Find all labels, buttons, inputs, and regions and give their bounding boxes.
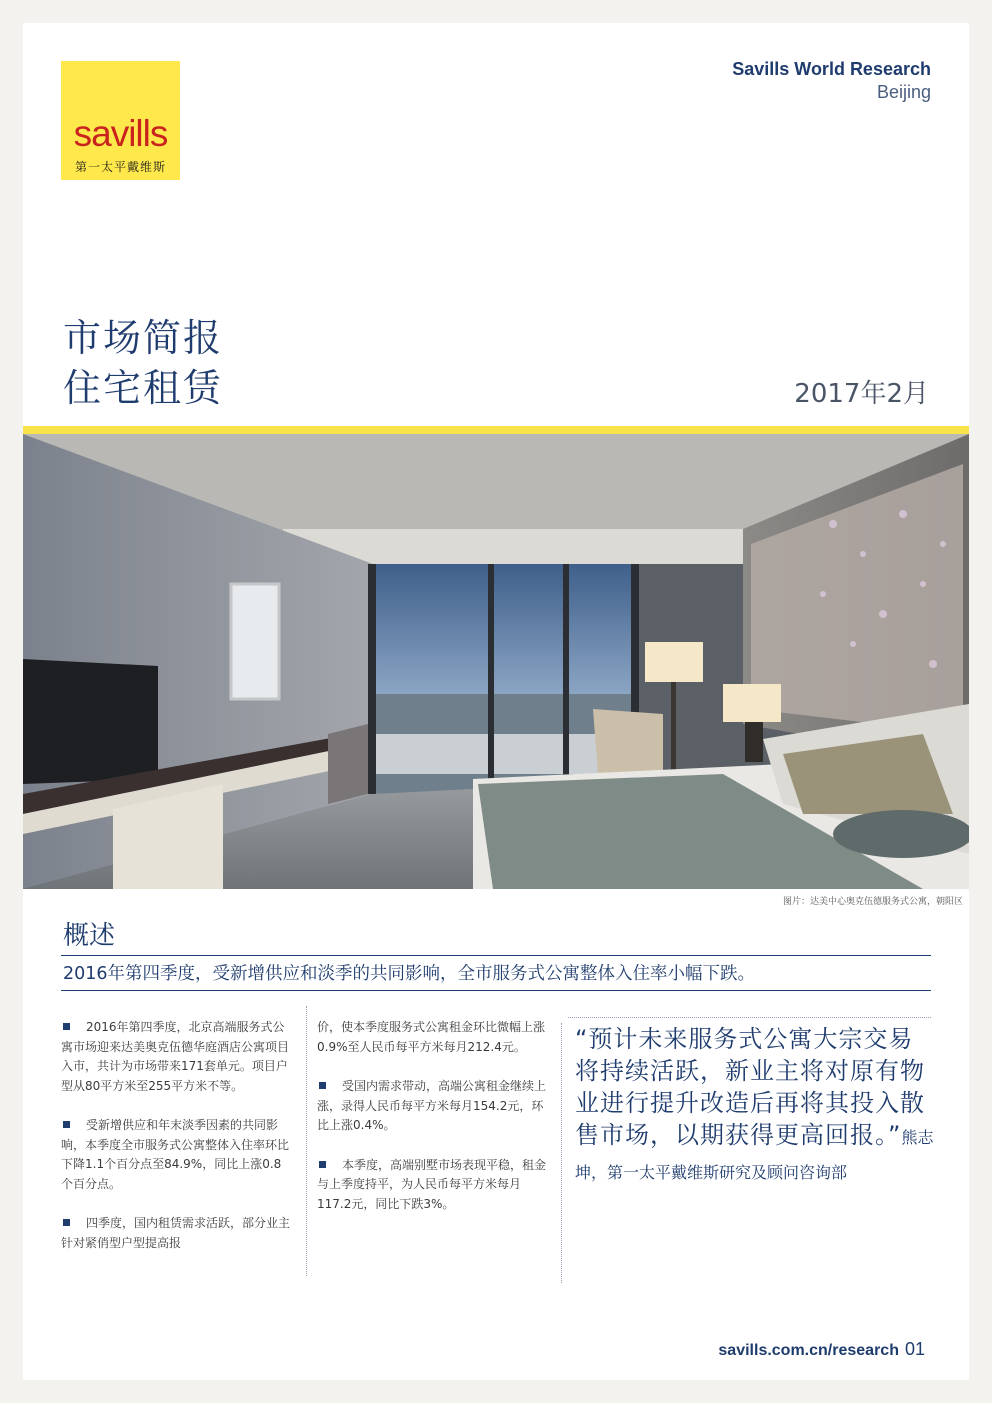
- report-title: [63, 313, 223, 413]
- report-page: [23, 23, 969, 1380]
- quote-attribution: 熊志坤，第一太平戴维斯研究及顾问咨询部: [575, 1128, 934, 1182]
- paragraph: [61, 1018, 291, 1096]
- paragraph-text: 受国内需求带动，高端公寓租金继续上涨，录得人民币每平方米每月154.2元，环比上涨0.4%。: [317, 1079, 547, 1132]
- paragraph-text: 价，使本季度服务式公寓租金环比微幅上涨0.9%至人民币每平方米每月212.4元。: [317, 1020, 546, 1054]
- report-title-line2: 住宅租赁: [63, 366, 224, 410]
- report-date: 2017年2月: [794, 379, 929, 409]
- paragraph-text: 本季度，高端别墅市场表现平稳，租金与上季度持平，为人民币每平方米每月117.2元，同比下跌3%。: [317, 1157, 547, 1211]
- research-series-title: Savills World Research: [732, 59, 931, 79]
- summary-bottom-rule: [61, 990, 931, 991]
- bullet-icon: [319, 1161, 326, 1168]
- research-city: Beijing: [876, 82, 931, 102]
- quote-top-rule: [568, 1017, 931, 1018]
- page-number: 01: [904, 1339, 925, 1359]
- paragraph-text: 2016年第四季度，北京高端服务式公寓市场迎来达美奥克伍德华庭酒店公寓项目入市，共计为市场带来171套单元。项目户型从80平方米至255平方米不等。: [61, 1020, 290, 1093]
- paragraph: [61, 1116, 291, 1194]
- paragraph: [317, 1077, 547, 1136]
- bedroom-illustration: [23, 434, 969, 889]
- summary-top-rule: [61, 955, 931, 956]
- text-column-2: [317, 1018, 547, 1234]
- column-divider: [561, 1023, 562, 1283]
- paragraph: [317, 1018, 547, 1057]
- bullet-icon: [63, 1121, 70, 1128]
- bullet-icon: [63, 1023, 70, 1030]
- logo-subtitle: 第一太平戴维斯: [74, 160, 166, 174]
- photo-caption: 图片：达美中心奥克伍德服务式公寓，朝阳区: [782, 897, 963, 907]
- bullet-icon: [63, 1219, 70, 1226]
- pull-quote: [575, 1023, 935, 1189]
- footer-url-link[interactable]: savills.com.cn/research: [718, 1342, 899, 1359]
- logo-wordmark: savills: [73, 113, 168, 154]
- overview-summary: 2016年第四季度，受新增供应和淡季的共同影响，全市服务式公寓整体入住率小幅下跌。: [63, 964, 756, 984]
- yellow-divider: [23, 426, 969, 434]
- savills-logo: [61, 61, 180, 180]
- text-column-1: [61, 1018, 291, 1273]
- paragraph-text: 四季度，国内租赁需求活跃，部分业主针对紧俏型户型提高报: [61, 1216, 291, 1250]
- quote-text: “预计未来服务式公寓大宗交易将持续活跃，新业主将对原有物业进行提升改造后再将其投入散售市场，以期获得更高回报。”: [575, 1025, 925, 1149]
- bullet-icon: [319, 1082, 326, 1089]
- hero-photo: [23, 434, 969, 889]
- paragraph: [317, 1156, 547, 1215]
- paragraph: [61, 1214, 291, 1253]
- paragraph-text: 受新增供应和年末淡季因素的共同影响，本季度全市服务式公寓整体入住率环比下降1.1个百分点至84.9%，同比上涨0.8个百分点。: [61, 1118, 290, 1191]
- report-title-line1: 市场简报: [63, 316, 224, 360]
- overview-heading: 概述: [63, 921, 116, 951]
- page-footer: [718, 1339, 925, 1360]
- column-divider: [306, 1006, 307, 1276]
